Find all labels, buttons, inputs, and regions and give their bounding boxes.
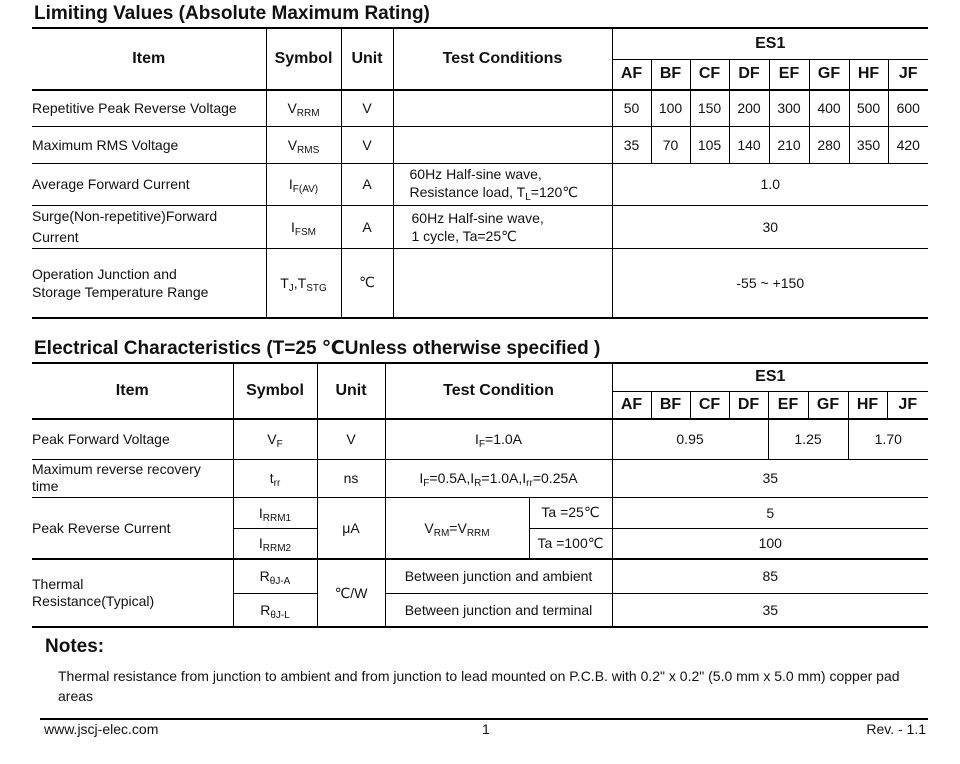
unit: ns (317, 459, 385, 497)
symbol (266, 248, 341, 318)
condition-text: Resistance load, T (409, 183, 526, 200)
value-all: 30 (762, 218, 779, 235)
condition-part-4: =0.25A (532, 470, 578, 486)
condition-line-1: 60Hz Half-sine wave, (409, 165, 542, 182)
condition-text: I (475, 431, 479, 448)
condition-value: =1.0A (485, 431, 522, 448)
header-item: Item (32, 363, 233, 419)
symbol (266, 90, 341, 126)
condition-line-1: 60Hz Half-sine wave, (411, 209, 544, 226)
condition-subscript-1: RM (433, 527, 450, 539)
code-bf: BF (651, 59, 690, 90)
footer-revision: Rev. - 1.1 (866, 721, 926, 737)
item-label (32, 459, 233, 497)
test-condition (385, 459, 612, 497)
temperature-100: Ta =100℃ (529, 528, 612, 559)
symbol (266, 205, 341, 248)
value-all: 35 (762, 470, 779, 486)
test-condition (393, 248, 612, 318)
item-label (32, 248, 266, 318)
symbol-subscript: FSM (294, 226, 316, 238)
symbol-subscript: RMS (297, 144, 320, 156)
symbol-rrm2 (233, 528, 317, 559)
notes-heading: Notes: (45, 636, 105, 657)
code-gf: GF (809, 59, 849, 90)
value-cf: 150 (690, 90, 729, 126)
test-condition (393, 126, 612, 163)
value-jf: 420 (896, 136, 920, 153)
code-df: DF (729, 391, 768, 419)
symbol-subscript: rr (273, 478, 281, 489)
symbol (233, 419, 317, 459)
code-jf: JF (888, 59, 928, 90)
value-ef: 300 (769, 90, 809, 126)
footer-website: www.jscj-elec.com (44, 721, 159, 737)
symbol (233, 459, 317, 497)
code-hf: HF (849, 59, 888, 90)
value-hf: 350 (849, 126, 888, 163)
value-all: 100 (758, 535, 782, 552)
unit: ℃ (341, 248, 393, 318)
symbol-subscript: J (288, 282, 294, 294)
symbol-main: I (288, 176, 293, 192)
section-title-electrical-characteristics: Electrical Characteristics (T=25 ℃Unless otherwise specified ) (34, 338, 601, 359)
row-repetitive-peak-reverse-voltage (32, 90, 928, 126)
test-condition (385, 419, 612, 459)
row-peak-reverse-current-25 (32, 497, 928, 528)
symbol-separator: ,T (293, 274, 307, 291)
test-condition (393, 90, 612, 126)
value-jf: 600 (896, 100, 920, 117)
symbol (266, 163, 341, 205)
condition-line-2: 1 cycle, Ta=25℃ (411, 227, 517, 244)
code-jf: JF (887, 391, 928, 419)
condition-text: V (424, 519, 434, 536)
item-label-line-2: time (32, 478, 59, 494)
value-bf: 100 (651, 90, 690, 126)
condition-part-1: I (419, 470, 424, 486)
value-df: 200 (729, 90, 769, 126)
item-label: Peak Reverse Current (32, 497, 233, 559)
symbol-main: I (291, 218, 295, 235)
symbol-main: I (258, 504, 263, 521)
item-label: Average Forward Current (32, 163, 266, 205)
code-bf: BF (651, 391, 690, 419)
item-label (32, 559, 233, 627)
condition-subscript: F (478, 439, 486, 451)
row-reverse-recovery-time (32, 459, 928, 497)
header-unit: Unit (317, 363, 385, 419)
row-surge-forward-current (32, 205, 928, 248)
unit: μA (317, 497, 385, 559)
item-label (32, 205, 266, 248)
symbol-main: T (280, 274, 289, 291)
value-df: 140 (729, 126, 769, 163)
value-gf: 280 (809, 126, 849, 163)
header-test-condition: Test Condition (385, 363, 612, 419)
value-hf: 500 (849, 90, 888, 126)
row-peak-forward-voltage (32, 419, 928, 459)
electrical-characteristics-table (32, 362, 928, 628)
header-symbol: Symbol (266, 28, 341, 90)
condition-subscript-2: R (474, 478, 482, 489)
header-item: Item (32, 28, 266, 90)
value-bf: 70 (651, 126, 690, 163)
item-label: Maximum RMS Voltage (32, 126, 266, 163)
item-label-line-2: Storage Temperature Range (32, 283, 209, 300)
value-cf: 105 (690, 126, 729, 163)
condition-subscript-2: RRM (466, 527, 490, 539)
symbol-main: R (260, 601, 271, 618)
value-af: 50 (612, 90, 651, 126)
test-condition-ambient: Between junction and ambient (385, 559, 612, 593)
header-test-conditions: Test Conditions (393, 28, 612, 90)
value-all: 1.0 (760, 176, 780, 192)
test-condition (393, 163, 612, 205)
symbol-subscript: RRM1 (262, 512, 292, 524)
unit: A (341, 163, 393, 205)
symbol (266, 126, 341, 163)
value-all: 85 (762, 568, 779, 585)
condition-part-3: =1.0A,I (481, 470, 527, 486)
header-unit: Unit (341, 28, 393, 90)
symbol-main: I (258, 535, 263, 552)
row-temperature-range (32, 248, 928, 318)
symbol-subscript: θJ-L (270, 609, 290, 621)
symbol-main: V (267, 431, 277, 448)
symbol-subscript: F(AV) (292, 184, 319, 195)
item-label-line-1: Maximum reverse recovery (32, 461, 201, 477)
value-af-df: 0.95 (612, 419, 768, 459)
symbol-main: R (259, 568, 270, 585)
value-ef: 210 (769, 126, 809, 163)
notes-text: Thermal resistance from junction to ambient and from junction to lead mounted on P.C.B. with 0.2" x 0.2" (5.0 mm x 5.0 mm) copper pad areas (58, 668, 900, 704)
test-condition (393, 205, 612, 248)
item-label-line-2: Resistance(Typical) (32, 593, 155, 609)
symbol-main: V (287, 136, 298, 153)
item-label: Peak Forward Voltage (32, 419, 233, 459)
code-df: DF (729, 59, 769, 90)
value-all: 35 (762, 601, 779, 618)
unit: A (341, 205, 393, 248)
code-af: AF (612, 391, 651, 419)
condition-line-2 (410, 183, 610, 204)
condition-equals: =V (449, 519, 467, 536)
row-maximum-rms-voltage (32, 126, 928, 163)
symbol-main: t (269, 470, 274, 486)
limiting-values-table (32, 27, 928, 319)
condition-subscript: L (525, 191, 531, 203)
value-all: -55 ~ +150 (736, 274, 805, 291)
row-thermal-resistance-ambient (32, 559, 928, 593)
item-label-line-1: Surge(Non-repetitive)Forward (32, 207, 218, 224)
condition-part-2: =0.5A,I (429, 470, 475, 486)
symbol-subscript: θJ-A (269, 576, 291, 588)
value-ef-gf: 1.25 (768, 419, 848, 459)
unit: V (317, 419, 385, 459)
test-condition (385, 497, 529, 559)
value-af: 35 (612, 126, 651, 163)
condition-subscript-3: rr (526, 478, 533, 489)
condition-subscript-1: F (423, 478, 430, 489)
value-hf-jf: 1.70 (874, 431, 902, 448)
code-cf: CF (690, 391, 729, 419)
code-cf: CF (690, 59, 729, 90)
item-label: Repetitive Peak Reverse Voltage (32, 90, 266, 126)
item-label-line-1: Thermal (32, 576, 84, 592)
symbol-rth-jl (233, 593, 317, 627)
section-title-limiting-values: Limiting Values (Absolute Maximum Rating) (34, 3, 430, 24)
row-average-forward-current (32, 163, 928, 205)
value-gf: 400 (809, 90, 849, 126)
code-gf: GF (808, 391, 848, 419)
item-label-line-1: Operation Junction and (32, 265, 177, 282)
symbol-subscript-2: STG (306, 282, 327, 294)
code-af: AF (612, 59, 651, 90)
symbol-subscript: RRM2 (262, 543, 292, 555)
unit: ℃/W (317, 559, 385, 627)
symbol-main: V (287, 100, 297, 117)
footer-divider (40, 718, 928, 720)
symbol-subscript: F (276, 439, 283, 451)
symbol-subscript: RRM (296, 108, 320, 120)
test-condition-terminal: Between junction and terminal (385, 593, 612, 627)
condition-value: =120℃ (530, 183, 579, 200)
item-label-line-2: Current (32, 228, 79, 245)
footer-page-number: 1 (482, 721, 490, 737)
temperature-25: Ta =25℃ (529, 497, 612, 528)
code-ef: EF (768, 391, 808, 419)
unit: V (341, 126, 393, 163)
symbol-rth-ja (233, 559, 317, 593)
code-ef: EF (769, 59, 809, 90)
symbol-rrm1 (233, 497, 317, 528)
code-hf: HF (848, 391, 887, 419)
header-symbol: Symbol (233, 363, 317, 419)
value-all: 5 (766, 504, 775, 521)
unit: V (341, 90, 393, 126)
header-group-es1: ES1 (612, 363, 928, 391)
header-group-es1: ES1 (612, 28, 928, 59)
